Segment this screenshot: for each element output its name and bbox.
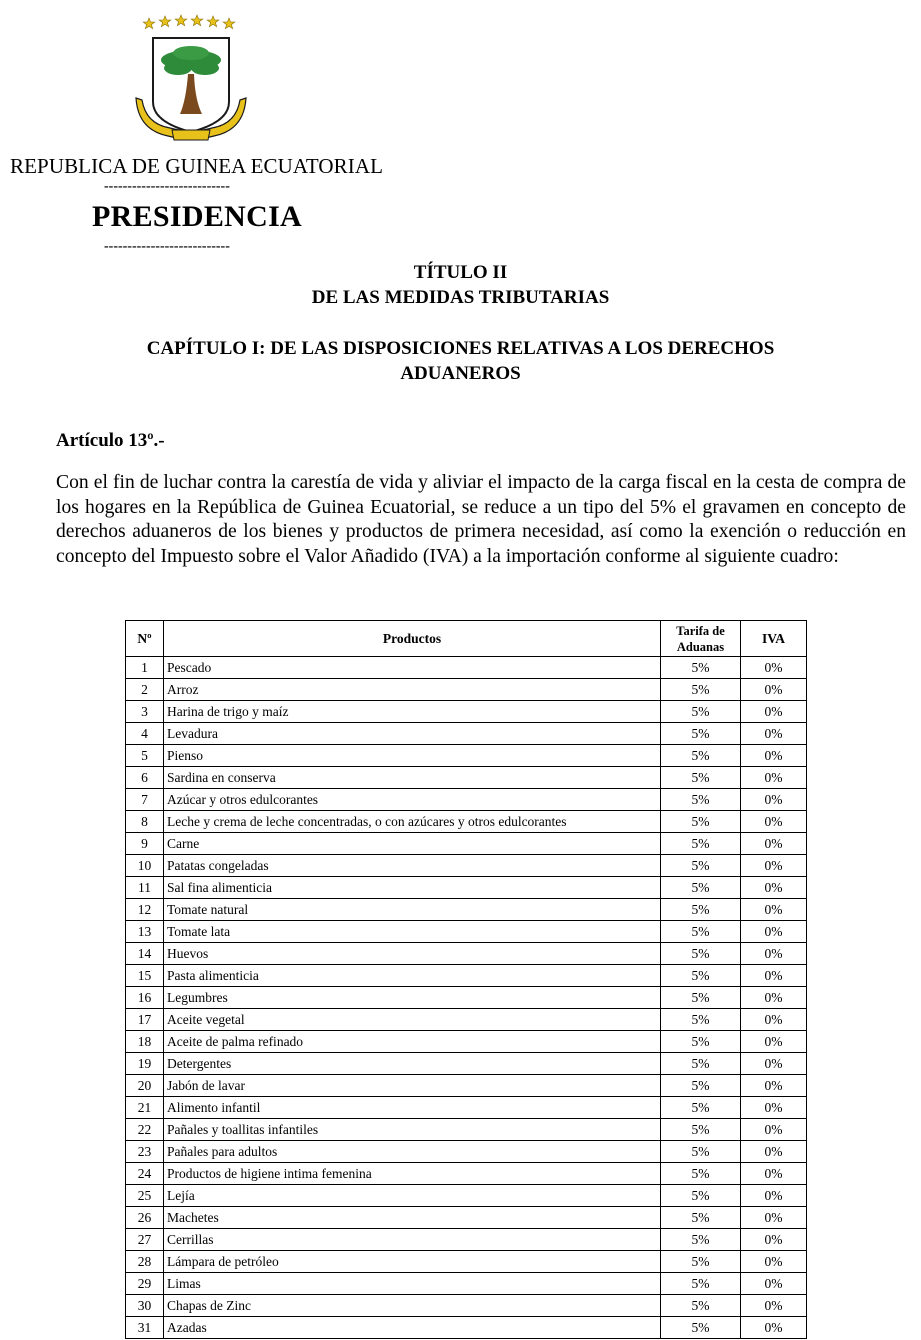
row-iva: 0% <box>741 1251 807 1273</box>
row-product: Cerrillas <box>164 1229 661 1251</box>
row-tariff: 5% <box>661 1207 741 1229</box>
row-number: 4 <box>126 723 164 745</box>
row-iva: 0% <box>741 1273 807 1295</box>
table-row <box>126 1009 807 1031</box>
table-row <box>126 833 807 855</box>
row-tariff: 5% <box>661 701 741 723</box>
table-row <box>126 965 807 987</box>
article-heading: Artículo 13º.- <box>56 430 165 451</box>
table-row <box>126 1185 807 1207</box>
row-product: Leche y crema de leche concentradas, o con azúcares y otros edulcorantes <box>164 811 661 833</box>
row-product: Pañales para adultos <box>164 1141 661 1163</box>
header-iva: IVA <box>741 621 807 657</box>
row-iva: 0% <box>741 745 807 767</box>
country-name: REPUBLICA DE GUINEA ECUATORIAL <box>10 154 384 178</box>
header-number: Nº <box>126 621 164 657</box>
row-number: 10 <box>126 855 164 877</box>
row-number: 15 <box>126 965 164 987</box>
row-product: Pescado <box>164 657 661 679</box>
row-number: 9 <box>126 833 164 855</box>
row-iva: 0% <box>741 833 807 855</box>
row-product: Lámpara de petróleo <box>164 1251 661 1273</box>
separator-top: --------------------------- <box>104 179 230 194</box>
row-number: 1 <box>126 657 164 679</box>
table-row <box>126 679 807 701</box>
table-row <box>126 1163 807 1185</box>
row-number: 30 <box>126 1295 164 1317</box>
row-product: Huevos <box>164 943 661 965</box>
row-iva: 0% <box>741 1119 807 1141</box>
row-iva: 0% <box>741 789 807 811</box>
row-iva: 0% <box>741 811 807 833</box>
coat-of-arms-icon <box>128 10 254 150</box>
row-tariff: 5% <box>661 1097 741 1119</box>
table-row <box>126 657 807 679</box>
row-tariff: 5% <box>661 877 741 899</box>
table-header-row <box>126 621 807 657</box>
table-row <box>126 1075 807 1097</box>
office-title: PRESIDENCIA <box>92 200 303 233</box>
row-tariff: 5% <box>661 1031 741 1053</box>
row-number: 27 <box>126 1229 164 1251</box>
table-row <box>126 1031 807 1053</box>
row-tariff: 5% <box>661 943 741 965</box>
table-row <box>126 1295 807 1317</box>
row-product: Tomate lata <box>164 921 661 943</box>
header-tariff <box>661 621 741 657</box>
table-row <box>126 943 807 965</box>
chapter-line-2: ADUANEROS <box>400 363 521 384</box>
row-iva: 0% <box>741 1185 807 1207</box>
row-iva: 0% <box>741 723 807 745</box>
chapter-line-1: CAPÍTULO I: DE LAS DISPOSICIONES RELATIVAS A LOS DERECHOS <box>146 338 775 359</box>
row-number: 18 <box>126 1031 164 1053</box>
table-row <box>126 767 807 789</box>
row-product: Aceite vegetal <box>164 1009 661 1031</box>
row-number: 3 <box>126 701 164 723</box>
row-product: Aceite de palma refinado <box>164 1031 661 1053</box>
row-number: 6 <box>126 767 164 789</box>
row-product: Arroz <box>164 679 661 701</box>
table-row <box>126 1317 807 1339</box>
row-number: 23 <box>126 1141 164 1163</box>
row-product: Patatas congeladas <box>164 855 661 877</box>
row-product: Limas <box>164 1273 661 1295</box>
row-tariff: 5% <box>661 1141 741 1163</box>
row-iva: 0% <box>741 965 807 987</box>
article-body: Con el fin de luchar contra la carestía de vida y aliviar el impacto de la carga fiscal en la cesta de compra de los hogares en la República de Guinea Ecuatorial, se reduce a un tipo del 5% el gravamen en concepto de derechos aduaneros de los bienes y productos de primera necesidad, así como la exención o reducción en concepto del Impuesto sobre el Valor Añadido (IVA) a la importación conforme al siguiente cuadro: <box>56 472 906 567</box>
table-row <box>126 1097 807 1119</box>
row-number: 24 <box>126 1163 164 1185</box>
row-tariff: 5% <box>661 1295 741 1317</box>
row-product: Lejía <box>164 1185 661 1207</box>
row-iva: 0% <box>741 943 807 965</box>
header-tariff-line-1: Tarifa de <box>676 623 725 638</box>
table-row <box>126 855 807 877</box>
row-iva: 0% <box>741 987 807 1009</box>
row-tariff: 5% <box>661 921 741 943</box>
row-iva: 0% <box>741 1207 807 1229</box>
row-tariff: 5% <box>661 1075 741 1097</box>
row-tariff: 5% <box>661 855 741 877</box>
title-line-2: DE LAS MEDIDAS TRIBUTARIAS <box>311 287 610 308</box>
row-iva: 0% <box>741 1295 807 1317</box>
row-tariff: 5% <box>661 1119 741 1141</box>
separator-bottom: --------------------------- <box>104 239 230 254</box>
row-product: Pienso <box>164 745 661 767</box>
table-row <box>126 1273 807 1295</box>
row-tariff: 5% <box>661 1317 741 1339</box>
row-number: 28 <box>126 1251 164 1273</box>
row-number: 20 <box>126 1075 164 1097</box>
row-tariff: 5% <box>661 1009 741 1031</box>
table-row <box>126 899 807 921</box>
row-tariff: 5% <box>661 789 741 811</box>
row-product: Levadura <box>164 723 661 745</box>
table-row <box>126 1119 807 1141</box>
row-number: 11 <box>126 877 164 899</box>
row-number: 26 <box>126 1207 164 1229</box>
header-tariff-line-2: Aduanas <box>676 639 725 654</box>
table-row <box>126 987 807 1009</box>
row-number: 17 <box>126 1009 164 1031</box>
row-tariff: 5% <box>661 965 741 987</box>
row-iva: 0% <box>741 679 807 701</box>
row-product: Legumbres <box>164 987 661 1009</box>
header-products: Productos <box>164 621 661 657</box>
row-tariff: 5% <box>661 767 741 789</box>
row-number: 25 <box>126 1185 164 1207</box>
row-number: 14 <box>126 943 164 965</box>
row-iva: 0% <box>741 767 807 789</box>
row-product: Sardina en conserva <box>164 767 661 789</box>
row-product: Azadas <box>164 1317 661 1339</box>
row-tariff: 5% <box>661 1229 741 1251</box>
row-tariff: 5% <box>661 745 741 767</box>
row-product: Azúcar y otros edulcorantes <box>164 789 661 811</box>
row-product: Productos de higiene intima femenina <box>164 1163 661 1185</box>
row-tariff: 5% <box>661 1163 741 1185</box>
row-number: 19 <box>126 1053 164 1075</box>
table-row <box>126 1251 807 1273</box>
row-tariff: 5% <box>661 679 741 701</box>
table-row <box>126 921 807 943</box>
table-row <box>126 1229 807 1251</box>
row-number: 16 <box>126 987 164 1009</box>
row-number: 13 <box>126 921 164 943</box>
row-product: Pañales y toallitas infantiles <box>164 1119 661 1141</box>
row-product: Jabón de lavar <box>164 1075 661 1097</box>
table-row <box>126 1141 807 1163</box>
row-product: Sal fina alimenticia <box>164 877 661 899</box>
row-product: Pasta alimenticia <box>164 965 661 987</box>
row-number: 2 <box>126 679 164 701</box>
row-tariff: 5% <box>661 987 741 1009</box>
row-iva: 0% <box>741 855 807 877</box>
row-tariff: 5% <box>661 833 741 855</box>
row-iva: 0% <box>741 1031 807 1053</box>
row-iva: 0% <box>741 1229 807 1251</box>
products-table <box>125 620 807 1339</box>
table-row <box>126 1053 807 1075</box>
table-row <box>126 789 807 811</box>
row-number: 29 <box>126 1273 164 1295</box>
table-row <box>126 811 807 833</box>
row-iva: 0% <box>741 899 807 921</box>
row-iva: 0% <box>741 1075 807 1097</box>
row-tariff: 5% <box>661 723 741 745</box>
table-row <box>126 877 807 899</box>
table-row <box>126 745 807 767</box>
row-product: Harina de trigo y maíz <box>164 701 661 723</box>
row-iva: 0% <box>741 701 807 723</box>
row-tariff: 5% <box>661 811 741 833</box>
row-iva: 0% <box>741 1141 807 1163</box>
table-row <box>126 701 807 723</box>
row-tariff: 5% <box>661 1273 741 1295</box>
row-tariff: 5% <box>661 1251 741 1273</box>
row-product: Alimento infantil <box>164 1097 661 1119</box>
row-product: Carne <box>164 833 661 855</box>
row-product: Machetes <box>164 1207 661 1229</box>
row-number: 12 <box>126 899 164 921</box>
table-body <box>126 657 807 1339</box>
row-iva: 0% <box>741 1163 807 1185</box>
row-number: 31 <box>126 1317 164 1339</box>
row-product: Detergentes <box>164 1053 661 1075</box>
row-iva: 0% <box>741 1053 807 1075</box>
row-iva: 0% <box>741 877 807 899</box>
row-product: Tomate natural <box>164 899 661 921</box>
row-number: 8 <box>126 811 164 833</box>
row-iva: 0% <box>741 1009 807 1031</box>
row-iva: 0% <box>741 1317 807 1339</box>
row-number: 21 <box>126 1097 164 1119</box>
row-product: Chapas de Zinc <box>164 1295 661 1317</box>
table-row <box>126 723 807 745</box>
table-row <box>126 1207 807 1229</box>
row-number: 22 <box>126 1119 164 1141</box>
row-iva: 0% <box>741 1097 807 1119</box>
row-tariff: 5% <box>661 1053 741 1075</box>
row-iva: 0% <box>741 921 807 943</box>
title-line-1: TÍTULO II <box>413 262 508 283</box>
row-iva: 0% <box>741 657 807 679</box>
row-tariff: 5% <box>661 899 741 921</box>
row-tariff: 5% <box>661 1185 741 1207</box>
row-number: 7 <box>126 789 164 811</box>
row-number: 5 <box>126 745 164 767</box>
row-tariff: 5% <box>661 657 741 679</box>
